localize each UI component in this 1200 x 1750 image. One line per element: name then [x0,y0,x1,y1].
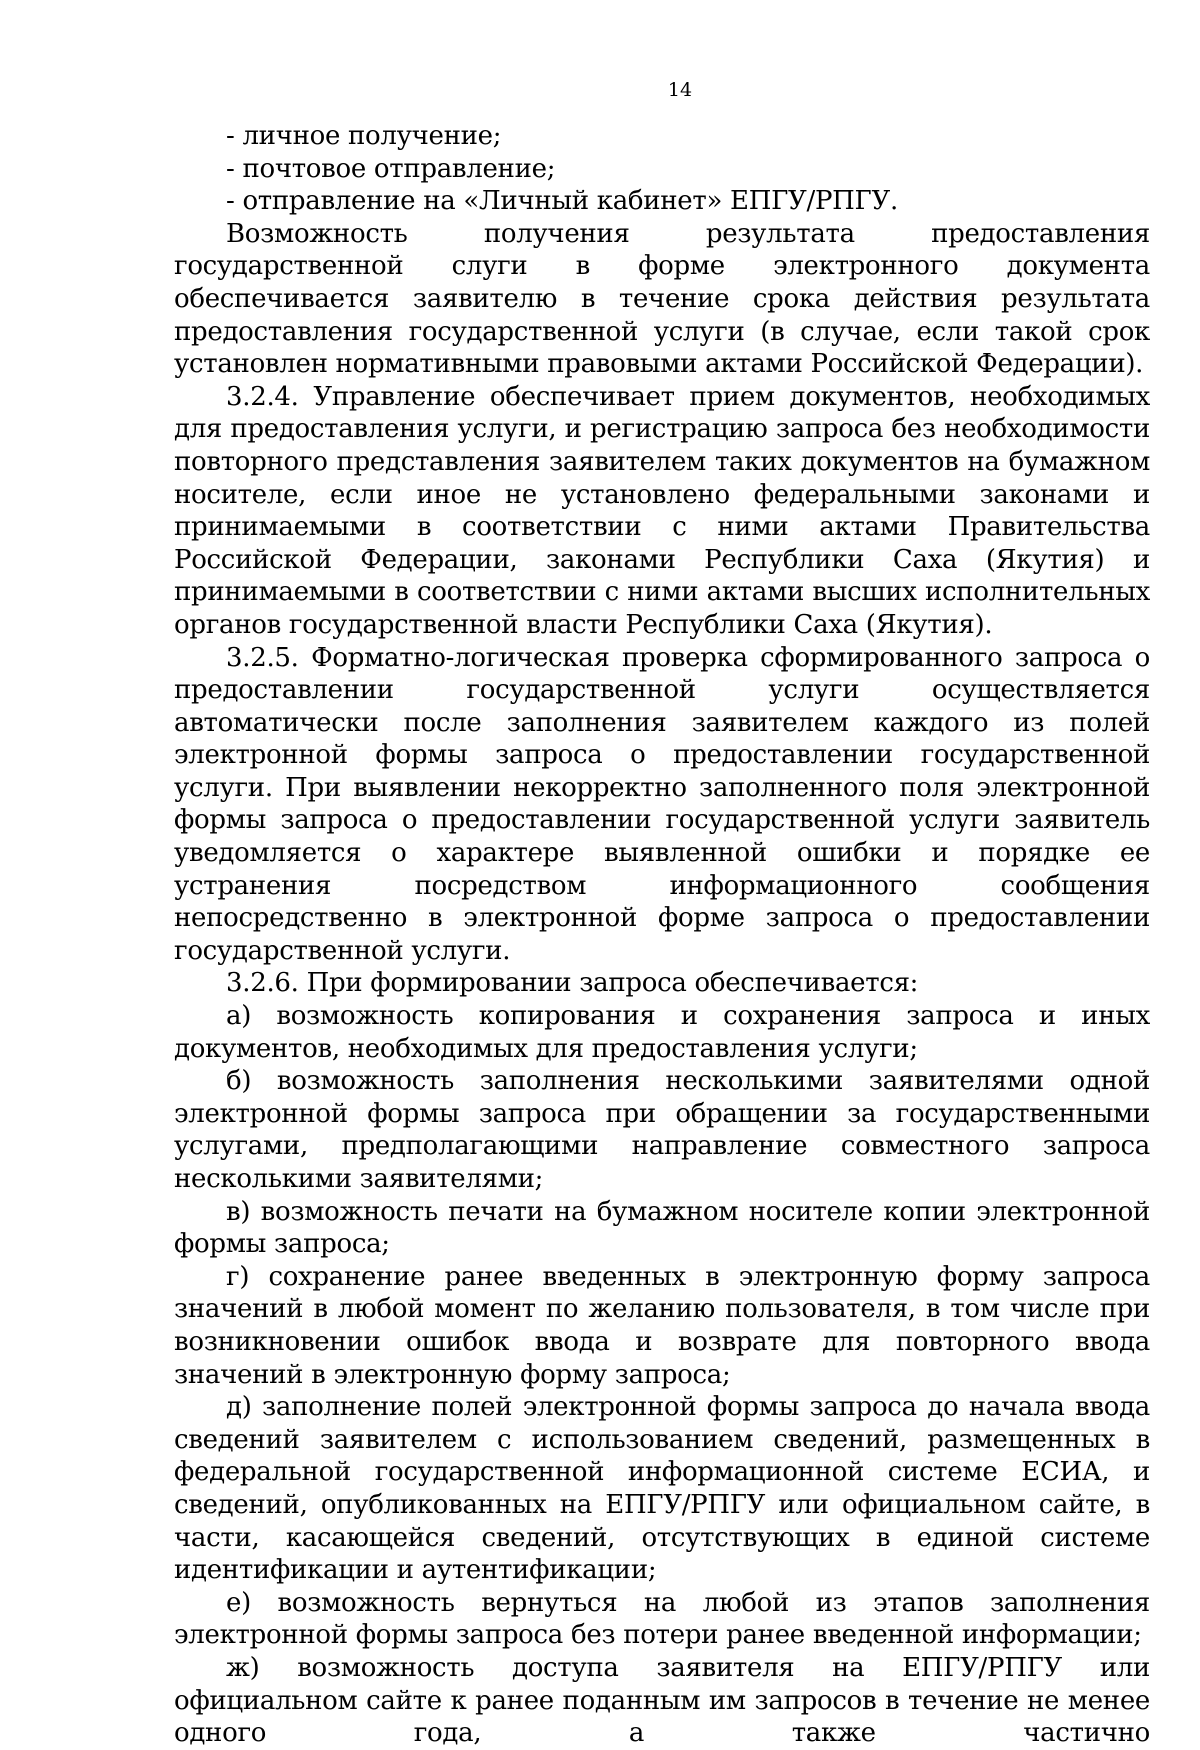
paragraph-3-2-6: 3.2.6. При формировании запроса обеспечивается: [226,968,919,999]
list-item-v: в) возможность печати на бумажном носителе копии электронной формы запроса; [174,1196,1150,1260]
page-number: 14 [667,79,693,101]
list-item-a: а) возможность копирования и сохранения запроса и иных документов, необходимых для предоставления услуги; [174,1001,1150,1064]
list-item-b: б) возможность заполнения несколькими заявителями одной электронной формы запроса при обращении за государственными услугами, предполагающими направление совместного запроса несколькими заявителями; [174,1066,1150,1194]
document-body [174,120,1150,1750]
list-item-e: е) возможность вернуться на любой из этапов заполнения электронной формы запроса без потери ранее введенной информации; [174,1587,1150,1651]
paragraph-electronic-result: Возможность получения результата предоставления государственной слуги в форме электронного документа обеспечивается заявителю в течение срока действия результата предоставления государственной услуги (в случае, если такой срок установлен нормативными правовыми актами Российской Федерации). [174,218,1150,380]
list-item-zh: ж) возможность доступа заявителя на ЕПГУ/РПГУ или официальном сайте к ранее поданным им запросов в течение не менее одного года, а также частично [174,1652,1150,1749]
paragraph-3-2-5: 3.2.5. Форматно-логическая проверка сформированного запроса о предоставлении государственной услуги осуществляется автоматически после заполнения заявителем каждого из полей электронной формы запроса о предоставлении государственной услуги. При выявлении некорректно заполненного поля электронной формы запроса о предоставлении государственной услуги заявитель уведомляется о характере выявленной ошибки и порядке ее устранения посредством информационного сообщения непосредственно в электронной форме запроса о предоставлении государственной услуги. [174,642,1150,966]
paragraph-3-2-4: 3.2.4. Управление обеспечивает прием документов, необходимых для предоставления услуги, и регистрацию запроса без необходимости повторного представления заявителем таких документов на бумажном носителе, если иное не установлено федеральными законами и принимаемыми в соответствии с ними актами Правительства Российской Федерации, законами Республики Саха (Якутия) и принимаемыми в соответствии с ними актами высших исполнительных органов государственной власти Республики Саха (Якутия). [174,381,1150,640]
list-item-g: г) сохранение ранее введенных в электронную форму запроса значений в любой момент по желанию пользователя, в том числе при возникновении ошибок ввода и возврате для повторного ввода значений в электронную форму запроса; [174,1261,1150,1390]
list-item-personal-account: - отправление на «Личный кабинет» ЕПГУ/РПГУ. [226,186,898,217]
list-item-d: д) заполнение полей электронной формы запроса до начала ввода сведений заявителем с использованием сведений, размещенных в федеральной государственной информационной системе ЕСИА, и сведений, опубликованных на ЕПГУ/РПГУ или официальном сайте, в части, касающейся сведений, отсутствующих в единой системе идентификации и аутентификации; [174,1392,1150,1586]
list-item-postal-delivery: - почтовое отправление; [226,153,556,184]
list-item-personal-receipt: - личное получение; [226,121,502,151]
